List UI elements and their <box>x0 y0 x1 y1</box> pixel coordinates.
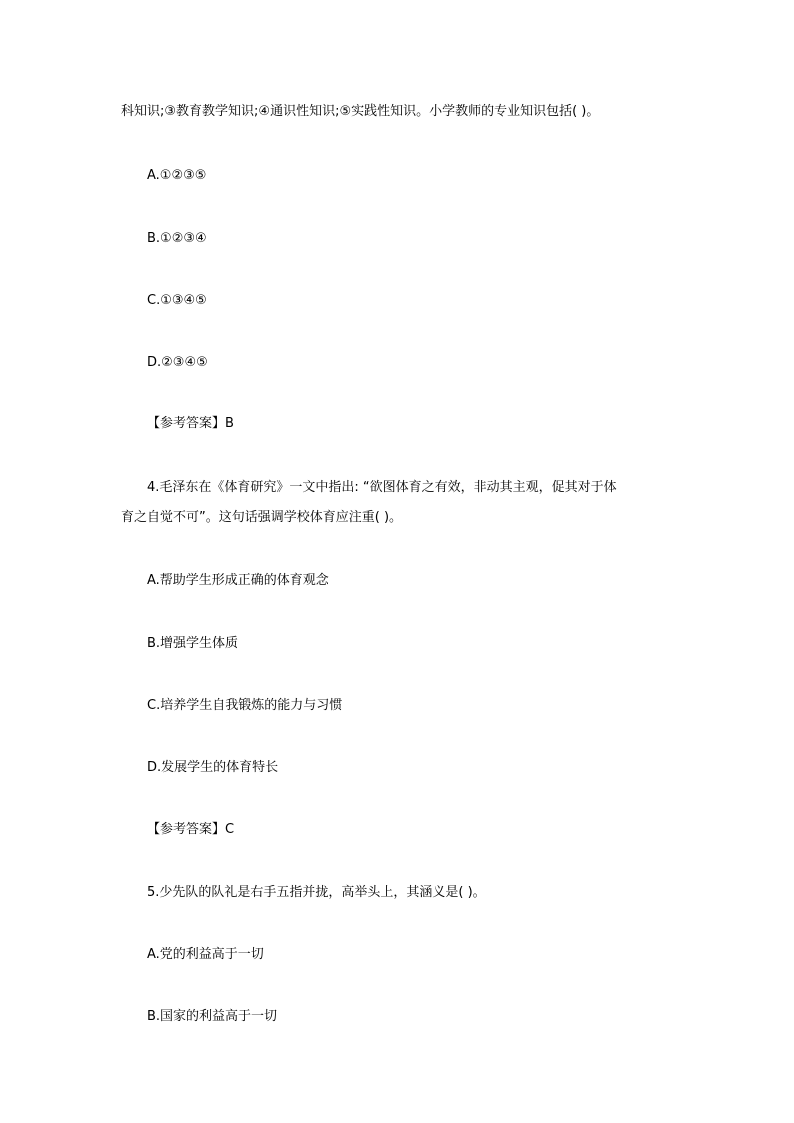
question-3-option-b: B.①②③④ <box>147 231 207 246</box>
question-4-answer: 【参考答案】C <box>147 822 235 837</box>
question-3-option-d: D.②③④⑤ <box>147 355 208 370</box>
question-5-option-a: A.党的利益高于一切 <box>147 947 264 962</box>
question-3-continuation: 科知识;③教育教学知识;④通识性知识;⑤实践性知识。小学教师的专业知识包括( )。 <box>121 104 600 119</box>
question-4-option-a: A.帮助学生形成正确的体育观念 <box>147 573 329 588</box>
question-4-option-b: B.增强学生体质 <box>147 636 239 651</box>
question-4-stem-line-1: 4.毛泽东在《体育研究》一文中指出: “欲图体育之有效，非动其主观，促其对于体 <box>147 480 617 495</box>
question-4-option-d: D.发展学生的体育特长 <box>147 760 279 775</box>
question-3-option-a: A.①②③⑤ <box>147 168 207 183</box>
question-5-stem: 5.少先队的队礼是右手五指并拢，高举头上，其涵义是( )。 <box>147 885 486 900</box>
question-3-answer: 【参考答案】B <box>147 416 234 431</box>
question-3-option-c: C.①③④⑤ <box>147 293 207 308</box>
question-5-option-b: B.国家的利益高于一切 <box>147 1009 278 1024</box>
question-4-option-c: C.培养学生自我锻炼的能力与习惯 <box>147 698 343 713</box>
question-4-stem-line-2: 育之自觉不可”。这句话强调学校体育应注重( )。 <box>121 510 403 525</box>
